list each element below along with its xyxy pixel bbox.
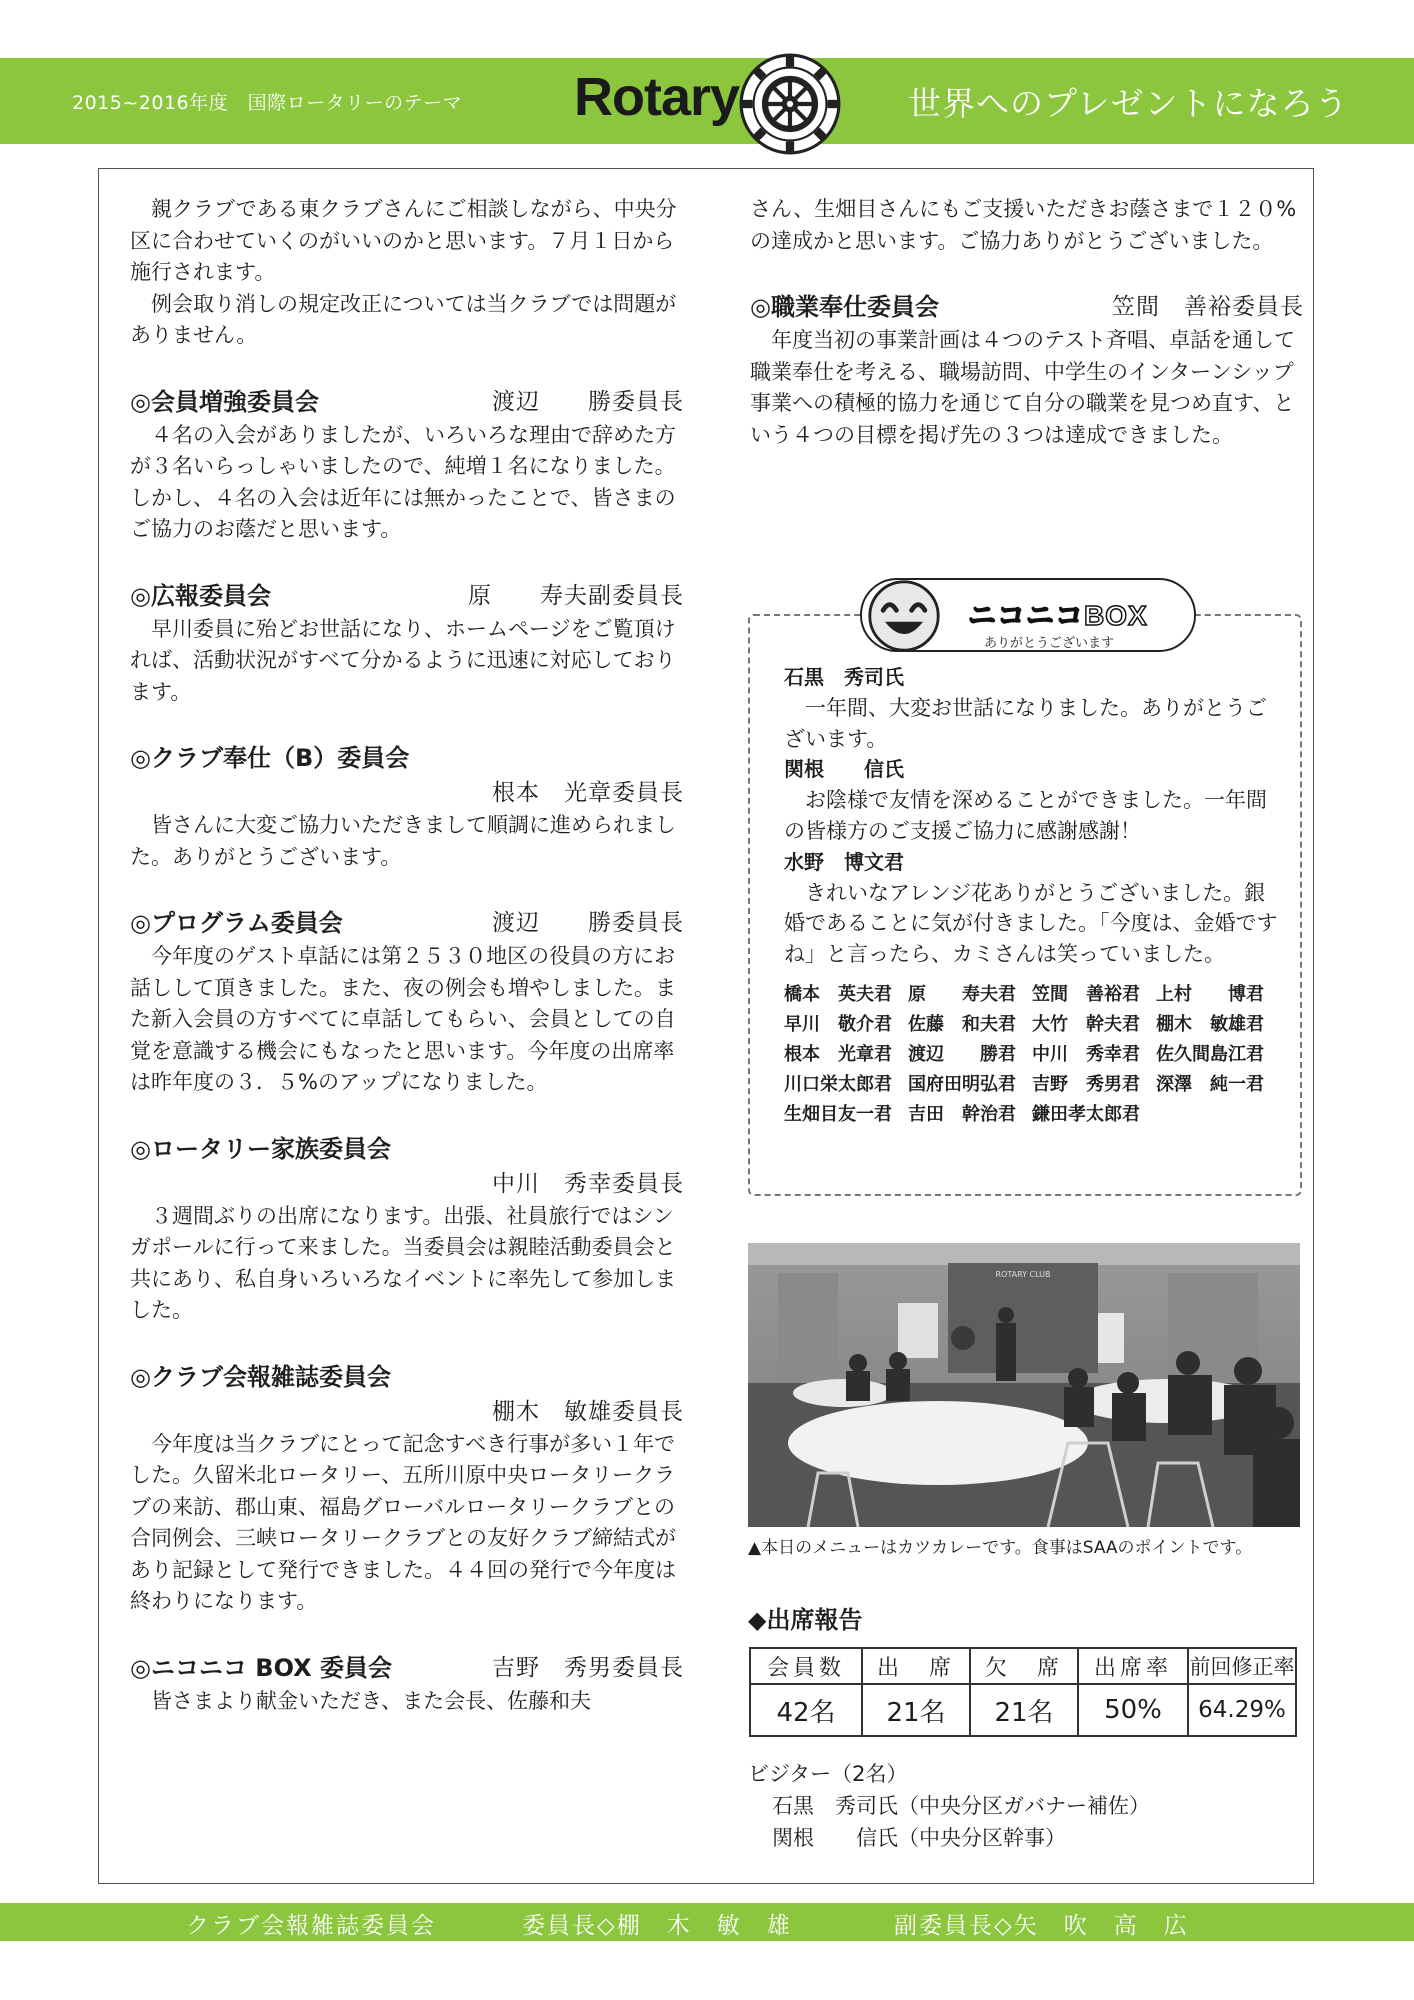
section-body: 皆さまより献金いただき、また会長、佐藤和夫 bbox=[151, 1688, 592, 1713]
section-chair: 笠間 善裕委員長 bbox=[1112, 294, 1304, 320]
donor-name: 石黒 秀司氏 bbox=[784, 665, 904, 689]
committee-section bbox=[130, 905, 684, 1099]
visitor-title: ビジター（2名） bbox=[748, 1762, 908, 1786]
member-name: 鎌田孝太郎君 bbox=[1032, 1103, 1140, 1125]
attendance-table bbox=[749, 1647, 1297, 1737]
continued-paragraph: さん、生畑目さんにもご支援いただきお蔭さまで１２０%の達成かと思います。ご協力ありがとうございました。 bbox=[750, 197, 1297, 253]
donor-name: 水野 博文君 bbox=[784, 849, 904, 874]
member-name: 中川 秀幸君 bbox=[1032, 1043, 1140, 1065]
value-cell: 21名 bbox=[970, 1684, 1078, 1736]
header-cell: 会員数 bbox=[750, 1648, 862, 1684]
footer-committee: クラブ会報雑誌委員会 bbox=[186, 1913, 436, 1939]
header-cell: 欠 席 bbox=[970, 1648, 1078, 1684]
section-body: 今年度は当クラブにとって記念すべき行事が多い１年でした。久留米北ロータリー、五所川原中央ロータリークラブの来訪、郡山東、福島グローバルロータリークラブとの合同例会、三峡ロータリークラブとの友好クラブ締結式があり記録として発行できました。４４回の発行で今年度は終わりになります。 bbox=[130, 1431, 676, 1613]
right-column bbox=[750, 194, 1304, 451]
smiley-face-icon bbox=[866, 578, 942, 654]
member-name: 渡辺 勝君 bbox=[908, 1043, 1016, 1065]
section-title: ◎会員増強委員会 bbox=[130, 387, 319, 416]
section-title: ◎プログラム委員会 bbox=[130, 909, 343, 937]
photo-caption: ▲本日のメニューはカツカレーです。食事はSAAのポイントです。 bbox=[748, 1538, 1253, 1558]
committee-section bbox=[130, 384, 684, 546]
intro-paragraph: 例会取り消しの規定改正については当クラブでは問題がありません。 bbox=[130, 291, 677, 347]
section-chair: 吉野 秀男委員長 bbox=[492, 1654, 684, 1681]
section-title: ◎ロータリー家族委員会 bbox=[130, 1134, 391, 1163]
section-body: ３週間ぶりの出席になります。出張、社員旅行ではシンガポールに行って来ました。当委員会は親睦活動委員会と共にあり、私自身いろいろなイベントに率先して参加しました。 bbox=[130, 1203, 676, 1322]
value-cell: 50% bbox=[1078, 1684, 1188, 1736]
visitor-entry: 関根 信氏（中央分区幹事） bbox=[772, 1826, 1066, 1850]
header-theme: 2015~2016年度 国際ロータリーのテーマ bbox=[72, 92, 463, 114]
member-name: 吉田 幹治君 bbox=[908, 1103, 1016, 1125]
section-title: ◎ニコニコ BOX 委員会 bbox=[130, 1653, 392, 1682]
footer-chair: 委員長◇棚 木 敏 雄 bbox=[522, 1913, 792, 1939]
donor-message: 一年間、大変お世話になりました。ありがとうございます。 bbox=[784, 695, 1267, 751]
member-name: 橋本 英夫君 bbox=[784, 983, 892, 1005]
section-chair: 根本 光章委員長 bbox=[492, 780, 684, 806]
member-name: 佐藤 和夫君 bbox=[908, 1013, 1016, 1035]
member-name: 棚木 敏雄君 bbox=[1156, 1013, 1264, 1035]
member-name: 早川 敬介君 bbox=[784, 1013, 892, 1035]
member-name: 大竹 幹夫君 bbox=[1032, 1013, 1140, 1035]
committee-section bbox=[130, 1359, 684, 1618]
committee-section bbox=[130, 578, 684, 709]
header-slogan: 世界へのプレゼントになろう bbox=[908, 84, 1349, 123]
value-cell: 42名 bbox=[750, 1684, 862, 1736]
header-cell: 前回修正率 bbox=[1188, 1648, 1296, 1684]
donor-name: 関根 信氏 bbox=[784, 757, 904, 782]
intro-paragraph: 親クラブである東クラブさんにご相談しながら、中央分区に合わせていくのがいいのかと思います。７月１日から施行されます。 bbox=[130, 197, 677, 284]
section-body: 皆さんに大変ご協力いただきまして順調に進められました。ありがとうございます。 bbox=[130, 813, 676, 869]
member-name: 上村 博君 bbox=[1156, 983, 1264, 1005]
section-title: ◎クラブ奉仕（B）委員会 bbox=[130, 744, 410, 772]
left-column bbox=[130, 194, 684, 1717]
table-row bbox=[750, 1684, 1296, 1736]
section-body: ４名の入会がありましたが、いろいろな理由で辞めた方が３名いらっしゃいましたので、純増１名になりました。しかし、４名の入会は近年には無かったことで、皆さまのご協力のお蔭だと思います。 bbox=[130, 422, 676, 541]
meeting-photo bbox=[748, 1243, 1300, 1527]
section-chair: 原 寿夫副委員長 bbox=[468, 582, 684, 609]
rotary-wheel-icon bbox=[738, 52, 842, 156]
member-name: 笠間 善裕君 bbox=[1032, 983, 1140, 1005]
header-cell: 出席率 bbox=[1078, 1648, 1188, 1684]
member-name: 根本 光章君 bbox=[784, 1043, 892, 1065]
header-cell: 出 席 bbox=[862, 1648, 970, 1684]
committee-section bbox=[130, 1131, 684, 1327]
section-chair: 棚木 敏雄委員長 bbox=[492, 1398, 684, 1425]
member-name: 国府田明弘君 bbox=[908, 1073, 1016, 1095]
value-cell: 64.29% bbox=[1188, 1684, 1296, 1736]
section-chair: 中川 秀幸委員長 bbox=[492, 1170, 684, 1197]
donor-message: きれいなアレンジ花ありがとうございました。銀婚であることに気が付きました。「今度は、金婚ですね」と言ったら、カミさんは笑っていました。 bbox=[784, 880, 1278, 967]
section-body: 年度当初の事業計画は４つのテスト斉唱、卓話を通して職業奉仕を考える、職場訪問、中学生のインターンシップ事業への積極的協力を通じて自分の職業を見つめ直す、という４つの目標を掲げ先の３つは達成できました。 bbox=[750, 328, 1296, 447]
nikoniko-subtitle: ありがとうございます bbox=[984, 636, 1115, 651]
attendance-title: ◆出席報告 bbox=[748, 1606, 863, 1634]
section-body: 早川委員に殆どお世話になり、ホームページをご覧頂ければ、活動状況がすべて分かるように迅速に対応しております。 bbox=[130, 616, 676, 704]
value-cell: 21名 bbox=[862, 1684, 970, 1736]
table-header-row bbox=[750, 1648, 1296, 1684]
section-title: ◎クラブ会報雑誌委員会 bbox=[130, 1362, 391, 1391]
header-band bbox=[0, 58, 1414, 144]
footer-band bbox=[0, 1903, 1414, 1941]
footer-vice-chair: 副委員長◇矢 吹 高 広 bbox=[894, 1913, 1189, 1939]
visitor-list bbox=[748, 1758, 1150, 1854]
committee-section bbox=[750, 289, 1304, 451]
donor-message: お陰様で友情を深めることができました。一年間の皆様方のご支援ご協力に感謝感謝！ bbox=[784, 788, 1267, 843]
member-name: 佐久間島江君 bbox=[1156, 1043, 1264, 1065]
member-name: 吉野 秀男君 bbox=[1032, 1073, 1140, 1095]
rotary-logo-text: Rotary bbox=[574, 67, 740, 127]
nikoniko-title: ニコニコBOX bbox=[968, 594, 1148, 634]
nikoniko-content bbox=[784, 662, 1282, 1130]
section-body: 今年度のゲスト卓話には第２５３０地区の役員の方にお話しして頂きました。また、夜の例会も増やしました。また新入会員の方すべてに卓話してもらい、会員としての自覚を意識する機会にもなったと思います。今年度の出席率は昨年度の３．５%のアップになりました。 bbox=[130, 944, 676, 1094]
committee-section bbox=[130, 740, 684, 873]
member-name: 生畑目友一君 bbox=[784, 1103, 892, 1125]
member-name: 深澤 純一君 bbox=[1156, 1073, 1264, 1095]
section-title: ◎職業奉仕委員会 bbox=[750, 293, 939, 321]
photo-banner-text: ROTARY CLUB bbox=[995, 1270, 1051, 1279]
committee-section bbox=[130, 1650, 684, 1718]
member-name: 原 寿夫君 bbox=[908, 983, 1016, 1005]
section-chair: 渡辺 勝委員長 bbox=[492, 910, 684, 936]
visitor-entry: 石黒 秀司氏（中央分区ガバナー補佐） bbox=[772, 1794, 1150, 1818]
section-title: ◎広報委員会 bbox=[130, 581, 271, 610]
member-name: 川口栄太郎君 bbox=[784, 1073, 892, 1095]
member-name-list bbox=[784, 980, 1282, 1130]
section-chair: 渡辺 勝委員長 bbox=[492, 388, 684, 415]
